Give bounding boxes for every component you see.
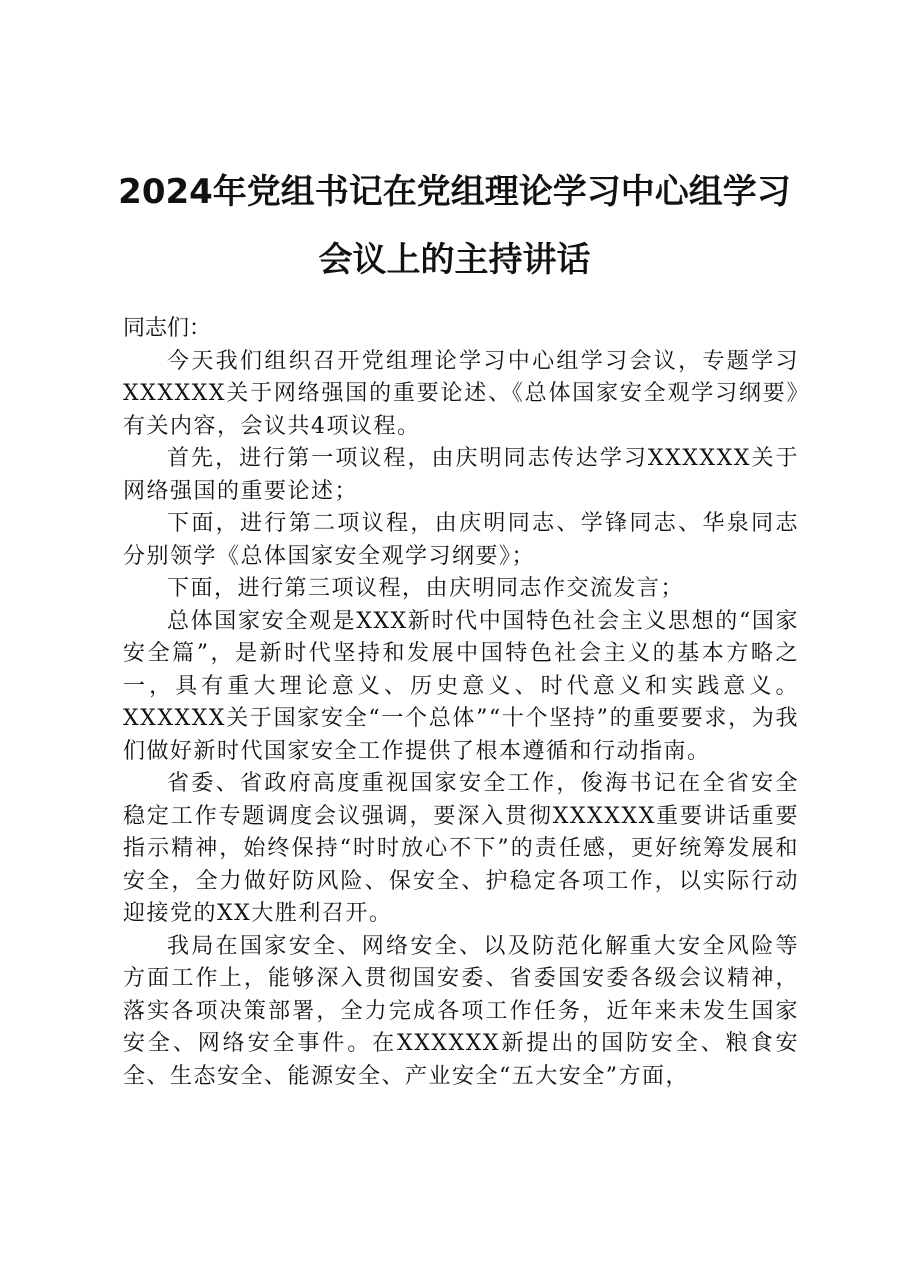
paragraph-1: 今天我们组织召开党组理论学习中心组学习会议，专题学习XXXXXX关于网络强国的重要论述、《总体国家安全观学习纲要》有关内容，会议共4项议程。 [123, 348, 799, 439]
paragraph-6: 省委、省政府高度重视国家安全工作，俊海书记在全省安全稳定工作专题调度会议强调，要深入贯彻XXXXXX重要讲话重要指示精神，始终保持“时时放心不下”的责任感，更好统筹发展和安全，全力做好防风险、保安全、护稳定各项工作，以实际行动迎接党的XX大胜利召开。 [123, 771, 799, 926]
document-title [80, 158, 829, 294]
paragraph-5: 总体国家安全观是XXX新时代中国特色社会主义思想的“国家安全篇”，是新时代坚持和发展中国特色社会主义的基本方略之一，具有重大理论意义、历史意义、时代意义和实践意义。XXXXXX关于国家安全“一个总体”“十个坚持”的重要要求，为我们做好新时代国家安全工作提供了根本遵循和行动指南。 [123, 608, 799, 764]
paragraph-3: 下面，进行第二项议程，由庆明同志、学锋同志、华泉同志分别领学《总体国家安全观学习纲要》； [123, 511, 799, 569]
title-line-2: 会议上的主持讲话 [318, 240, 591, 280]
paragraph-4: 下面，进行第三项议程，由庆明同志作交流发言； [167, 576, 685, 601]
paragraph-7: 我局在国家安全、网络安全、以及防范化解重大安全风险等方面工作上，能够深入贯彻国安委、省委国安委各级会议精神，落实各项决策部署，全力完成各项工作任务，近年来未发生国家安全、网络安全事件。在XXXXXX新提出的国防安全、粮食安全、生态安全、能源安全、产业安全“五大安全”方面， [123, 933, 799, 1089]
paragraph-2: 首先，进行第一项议程，由庆明同志传达学习XXXXXX关于网络强国的重要论述； [123, 446, 799, 504]
document-body [123, 313, 799, 1093]
salutation: 同志们： [123, 316, 212, 341]
title-line-1: 2024年党组书记在党组理论学习中心组学习 [118, 172, 791, 212]
